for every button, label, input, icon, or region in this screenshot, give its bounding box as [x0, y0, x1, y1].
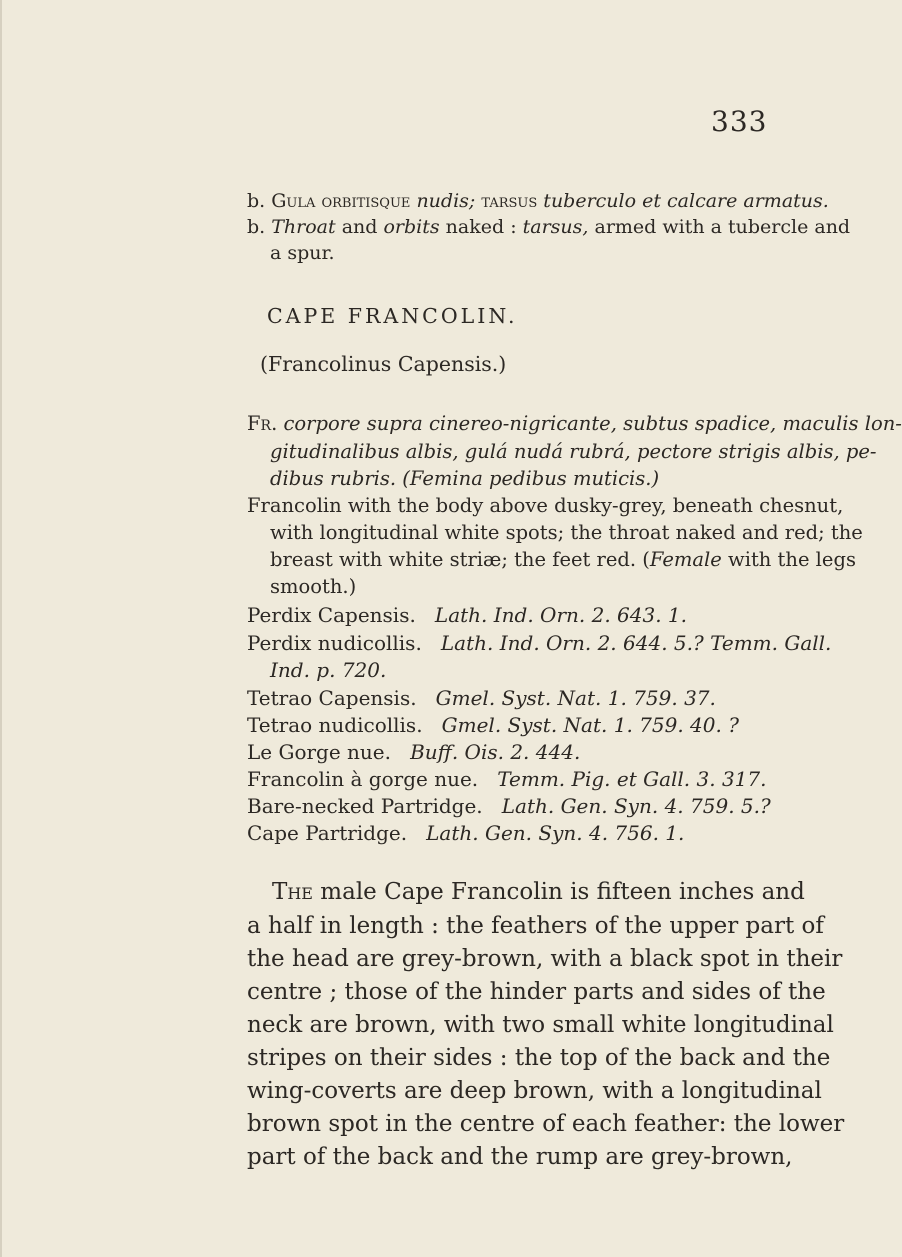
body-line: stripes on their sides : the top of the back and the [247, 1045, 831, 1071]
synonym-entry: Perdix Capensis. Lath. Ind. Orn. 2. 643. 1. [247, 603, 688, 627]
body-line: a half in length : the feathers of the upper part of [247, 913, 824, 939]
synonym-entry: Francolin à gorge nue. Temm. Pig. et Gall. 3. 317. [247, 767, 767, 791]
body-line: part of the back and the rump are grey-brown, [247, 1144, 793, 1170]
body-line: the head are grey-brown, with a black spot in their [247, 946, 843, 972]
note-latin: b. Gula orbitisque nudis; tarsus tuberculo et calcare armatus. [247, 190, 829, 212]
synonym-entry: Tetrao Capensis. Gmel. Syst. Nat. 1. 759. 37. [247, 686, 716, 710]
page-number: 333 [711, 105, 768, 138]
body-line: brown spot in the centre of each feather: the lower [247, 1111, 845, 1137]
description-line: dibus rubris. (Femina pedibus muticis.) [270, 467, 660, 490]
synonym-entry: Bare-necked Partridge. Lath. Gen. Syn. 4. 759. 5.? [247, 794, 771, 818]
synonym-entry: Le Gorge nue. Buff. Ois. 2. 444. [247, 740, 581, 764]
body-line: The male Cape Francolin is fifteen inches and [272, 879, 805, 905]
body-line: centre ; those of the hinder parts and sides of the [247, 979, 826, 1005]
species-latin-name: (Francolinus Capensis.) [260, 352, 507, 376]
synonym-entry: Tetrao nudicollis. Gmel. Syst. Nat. 1. 759. 40. ? [247, 713, 739, 737]
body-line: wing-coverts are deep brown, with a longitudinal [247, 1078, 822, 1104]
description-line: with longitudinal white spots; the throat naked and red; the [270, 521, 863, 544]
species-heading: CAPE FRANCOLIN. [267, 304, 518, 328]
description-line: smooth.) [270, 575, 357, 598]
synonym-entry: Cape Partridge. Lath. Gen. Syn. 4. 756. 1. [247, 821, 685, 845]
description-line: Francolin with the body above dusky-grey, beneath chesnut, [247, 494, 844, 517]
description-line: breast with white striæ; the feet red. (Female with the legs [270, 548, 856, 571]
page-fold-shadow [0, 0, 2, 1257]
note-english-cont: a spur. [270, 242, 335, 264]
note-english: b. Throat and orbits naked : tarsus, armed with a tubercle and [247, 216, 851, 238]
synonym-entry: Perdix nudicollis. Lath. Ind. Orn. 2. 644. 5.? Temm. Gall. [247, 631, 832, 655]
description-line: gitudinalibus albis, gulá nudá rubrá, pectore strigis albis, pe- [270, 440, 877, 463]
description-line: Fr. corpore supra cinereo-nigricante, subtus spadice, maculis lon- [247, 412, 902, 435]
body-line: neck are brown, with two small white longitudinal [247, 1012, 834, 1038]
synonym-entry-cont: Ind. p. 720. [270, 658, 387, 682]
